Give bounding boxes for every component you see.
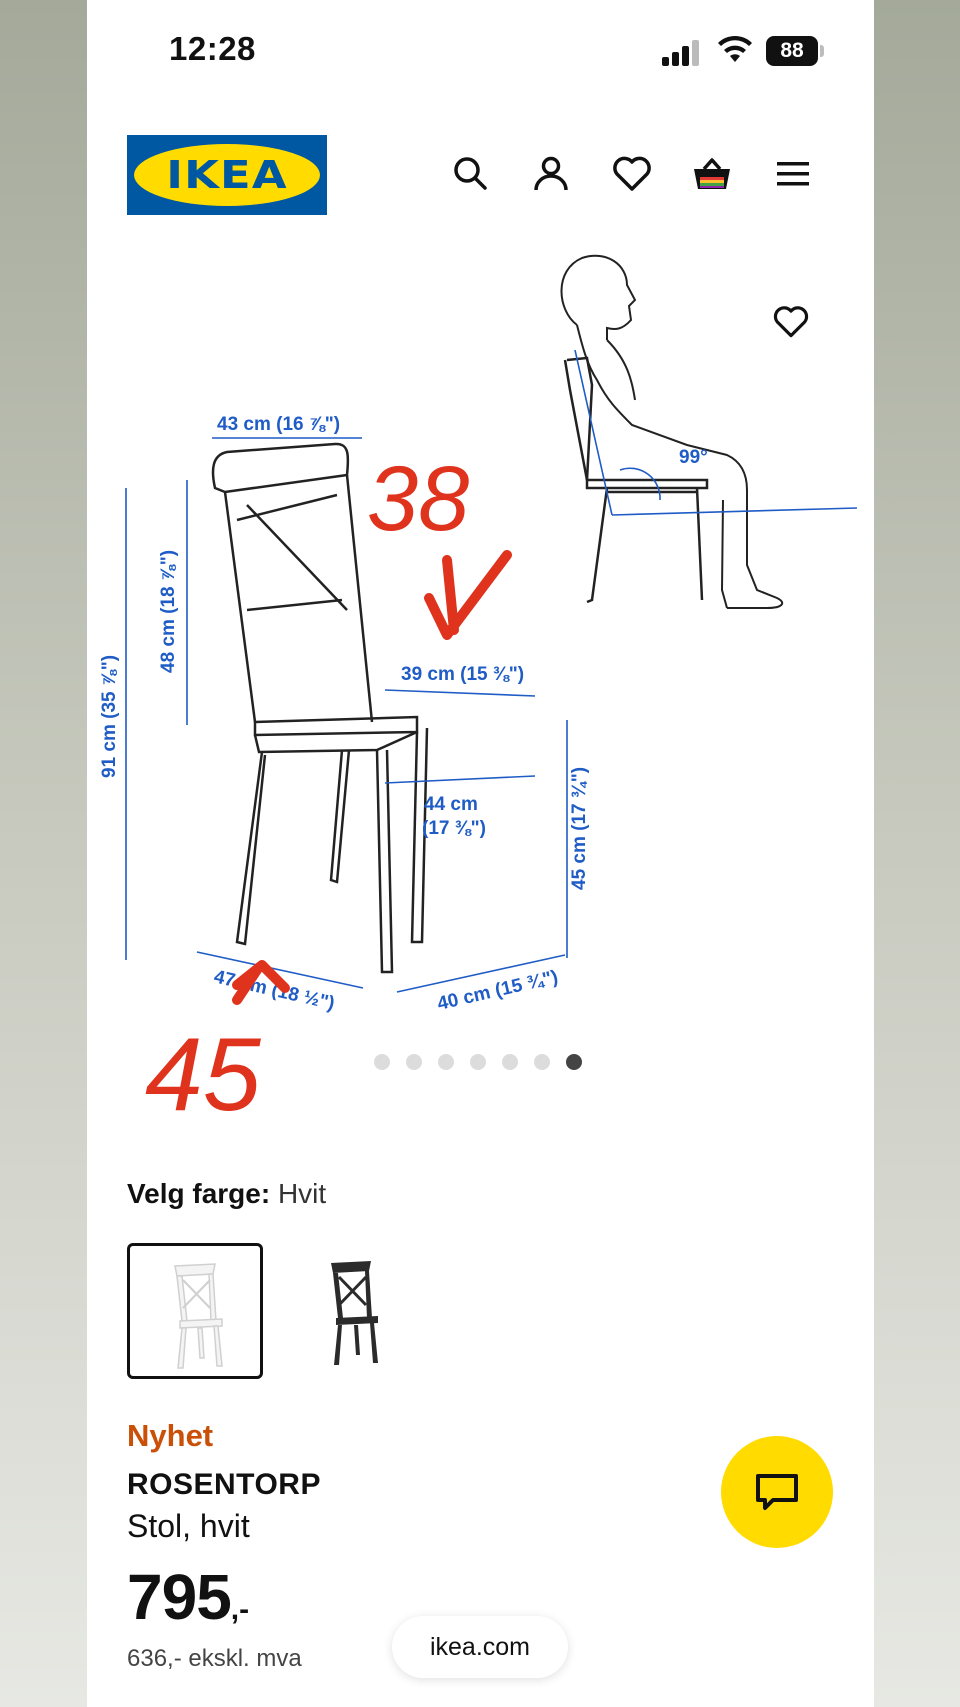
product-image-gallery[interactable] <box>87 230 874 1133</box>
color-value: Hvit <box>277 1178 327 1209</box>
dimension-drawing <box>87 230 874 1133</box>
color-selector-label <box>127 1178 326 1210</box>
carousel-dot-active[interactable] <box>566 1054 582 1070</box>
carousel-dot[interactable] <box>534 1054 550 1070</box>
chat-bubble-icon <box>721 1436 833 1548</box>
chair-side-view <box>565 358 707 602</box>
color-option-white[interactable] <box>127 1243 263 1379</box>
carousel-dot[interactable] <box>374 1054 390 1070</box>
dim-backrest-width: 43 cm (16 ⅞") <box>217 414 341 435</box>
carousel-dot[interactable] <box>406 1054 422 1070</box>
favorite-heart-icon[interactable] <box>771 302 811 342</box>
dim-seat-height: 45 cm (17 ¾") <box>569 766 590 890</box>
dim-seat-width: 44 cm <box>424 794 478 815</box>
handwritten-annotation-bottom: 45 <box>145 1017 261 1133</box>
price-value: 795 <box>127 1561 231 1633</box>
dim-width: 40 cm (15 ¾") <box>435 966 561 1015</box>
logo-text: IKEA <box>166 153 288 197</box>
menu-icon[interactable] <box>771 152 815 196</box>
battery-indicator: 88 <box>766 36 818 66</box>
dim-back-height: 48 cm (18 ⅞") <box>158 549 179 673</box>
product-description: Stol, hvit <box>127 1508 250 1544</box>
handwritten-annotation-top: 38 <box>367 448 470 550</box>
account-icon[interactable] <box>529 152 573 196</box>
color-label: Velg farge: <box>127 1178 271 1209</box>
dim-depth: 47 cm (18 ½") <box>211 966 337 1015</box>
person-silhouette-icon <box>561 256 782 608</box>
heart-icon[interactable] <box>610 152 654 196</box>
white-chair-thumbnail <box>130 1246 260 1376</box>
status-time: 12:28 <box>169 30 256 67</box>
battery-tip <box>820 45 824 57</box>
signal-icon <box>662 38 702 66</box>
carousel-dot[interactable] <box>502 1054 518 1070</box>
search-icon[interactable] <box>449 152 493 196</box>
price <box>127 1560 249 1634</box>
dim-seat-width-in: (17 ⅜") <box>422 818 486 839</box>
price-ex-vat: 636,- ekskl. mva <box>127 1645 302 1672</box>
handwritten-arrow <box>237 555 507 1000</box>
browser-url-bar[interactable]: ikea.com <box>392 1616 568 1678</box>
dim-total-height: 91 cm (35 ⅞") <box>99 654 120 778</box>
price-suffix: ,- <box>230 1593 250 1626</box>
phone-screen <box>87 0 874 1707</box>
dim-seat-depth: 39 cm (15 ⅜") <box>401 664 525 685</box>
status-bar <box>87 0 874 100</box>
chat-button[interactable] <box>721 1436 833 1548</box>
carousel-dot[interactable] <box>438 1054 454 1070</box>
ikea-logo[interactable] <box>127 135 327 215</box>
black-chair-thumbnail <box>299 1243 435 1379</box>
carousel-dots[interactable] <box>87 1054 874 1074</box>
color-option-black[interactable] <box>299 1243 435 1379</box>
wifi-icon <box>717 34 753 64</box>
new-badge: Nyhet <box>127 1418 214 1453</box>
product-name: ROSENTORP <box>127 1468 321 1501</box>
carousel-dot[interactable] <box>470 1054 486 1070</box>
angle-label: 99° <box>679 447 708 468</box>
basket-icon[interactable] <box>690 152 734 196</box>
